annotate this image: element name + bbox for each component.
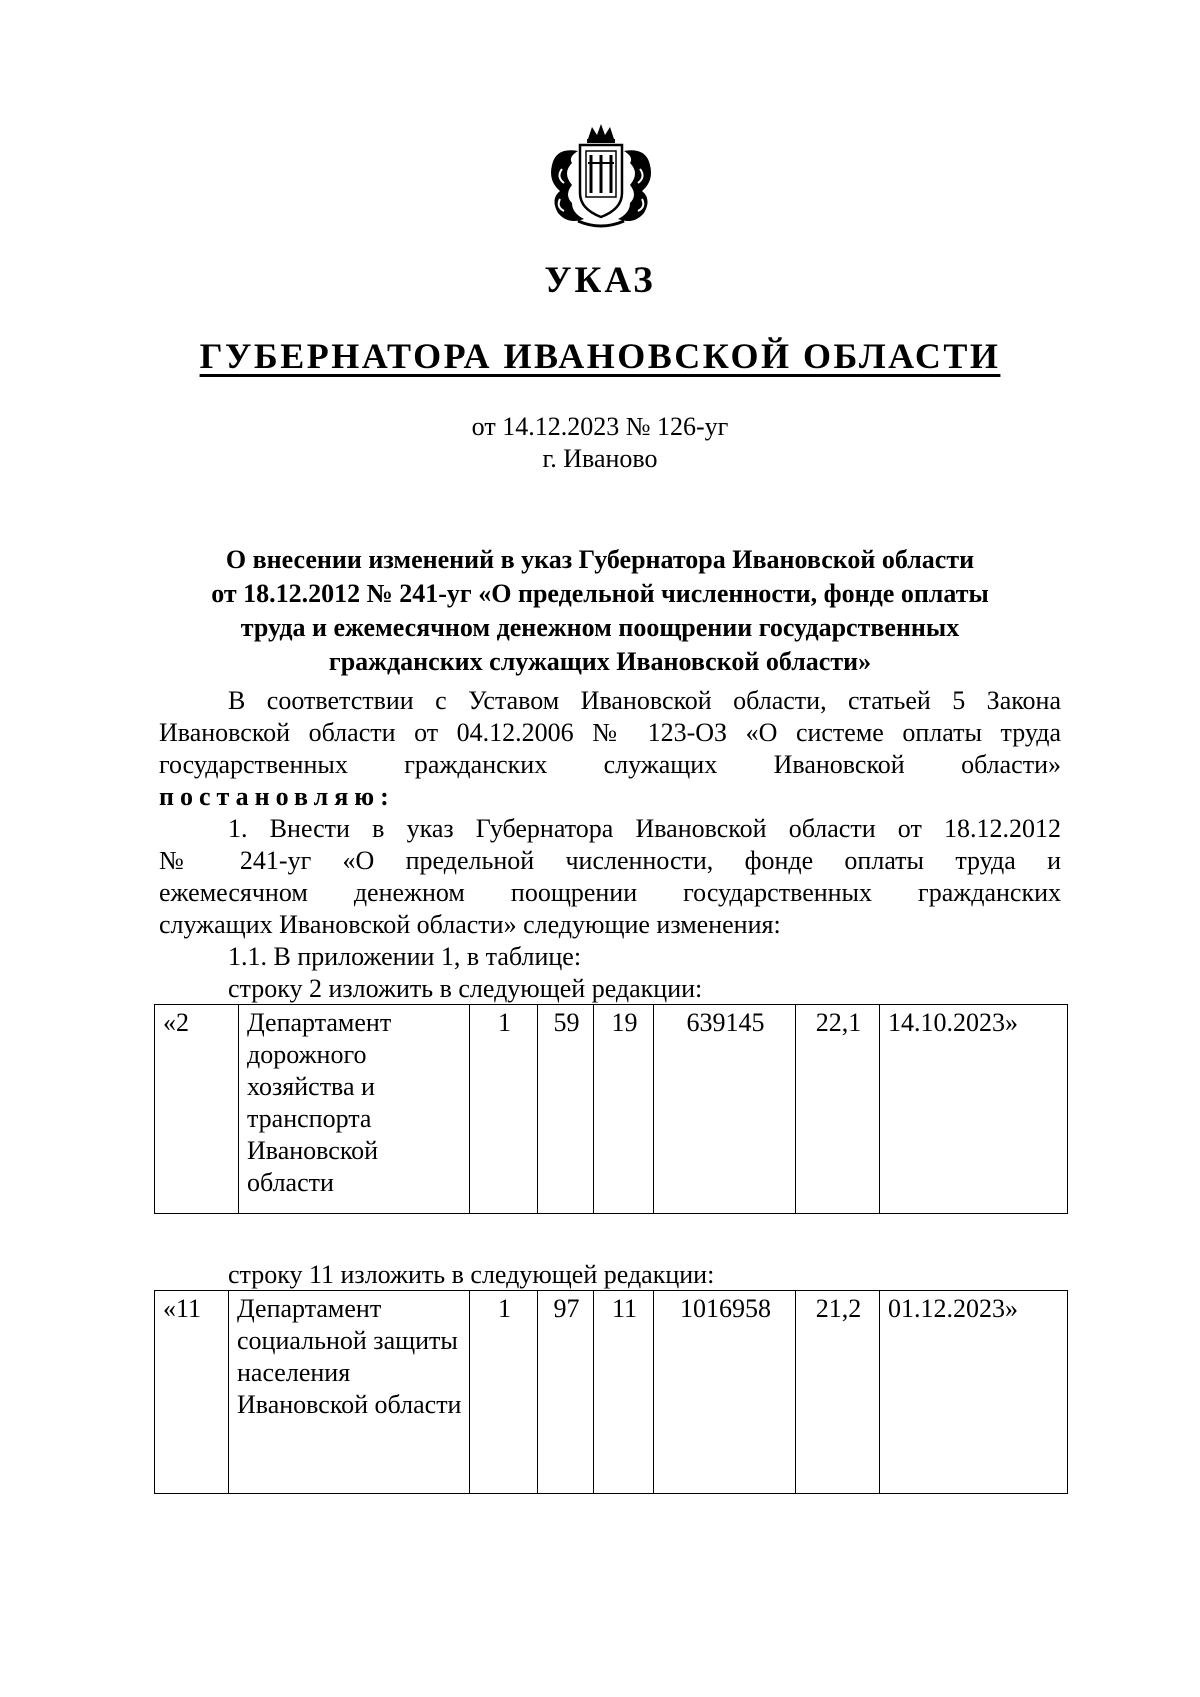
item1-1: 1.1. В приложении 1, в таблице:	[228, 942, 582, 971]
subject-line: гражданских служащих Ивановской области»	[328, 647, 872, 676]
subject-line: от 18.12.2012 № 241-уг «О предельной численности, фонде оплаты	[211, 579, 989, 608]
table-cell: 1	[470, 1291, 538, 1494]
row11-intro: строку 11 изложить в следующей редакции:	[228, 1260, 715, 1289]
item1-line-3: ежемесячном денежном поощрении государственных гражданских	[159, 878, 1061, 907]
document-subject	[150, 543, 1050, 679]
table-cell: 11	[594, 1291, 654, 1494]
department-name-cell: Департамент социальной защиты населения Ивановской области	[229, 1291, 470, 1494]
issuer-title	[0, 338, 1200, 374]
table-cell: 97	[538, 1291, 594, 1494]
item1-line-4: служащих Ивановской области» следующие изменения:	[159, 910, 781, 939]
row-number-cell: «11	[155, 1291, 229, 1494]
preamble-line-2: Ивановской области от 04.12.2006 № 123-ОЗ «О системе оплаты труда	[159, 718, 1061, 747]
subject-line: труда и ежемесячном денежном поощрении государственных	[240, 613, 960, 642]
preamble-line-1: В соответствии с Уставом Ивановской области, статьей 5 Закона	[228, 686, 1061, 715]
document-type-title: УКАЗ	[544, 260, 656, 301]
item1-line-2: № 241-уг «О предельной численности, фонде оплаты труда и	[159, 846, 1061, 875]
decree-word: постановляю:	[159, 782, 395, 811]
preamble-line-3: государственных гражданских служащих Ивановской области»	[159, 750, 1061, 779]
table-cell: 22,1	[796, 1005, 880, 1214]
row2-intro: строку 2 изложить в следующей редакции:	[228, 974, 703, 1003]
amendment-table-row-11	[154, 1290, 1068, 1494]
table-row	[155, 1005, 1068, 1214]
table-cell: 1	[470, 1005, 538, 1214]
amendment-table-row-2	[154, 1004, 1068, 1214]
city: г. Иваново	[542, 444, 658, 473]
date-cell: 01.12.2023»	[880, 1291, 1068, 1494]
row-number-cell: «2	[155, 1005, 239, 1214]
table-cell: 59	[538, 1005, 594, 1214]
table-cell: 19	[594, 1005, 654, 1214]
date-cell: 14.10.2023»	[880, 1005, 1068, 1214]
subject-line: О внесении изменений в указ Губернатора Ивановской области	[225, 545, 975, 574]
table-row	[155, 1291, 1068, 1494]
item1-line-1: 1. Внести в указ Губернатора Ивановской области от 18.12.2012	[228, 814, 1061, 843]
department-name-cell: Департамент дорожного хозяйства и транспорта Ивановской области	[239, 1005, 470, 1214]
date-number: от 14.12.2023 № 126-уг	[471, 412, 729, 441]
table-cell: 1016958	[654, 1291, 796, 1494]
table-cell: 21,2	[796, 1291, 880, 1494]
coat-of-arms-icon	[542, 121, 660, 231]
issuer-title-text: ГУБЕРНАТОРА ИВАНОВСКОЙ ОБЛАСТИ	[199, 336, 1001, 376]
table-cell: 639145	[654, 1005, 796, 1214]
